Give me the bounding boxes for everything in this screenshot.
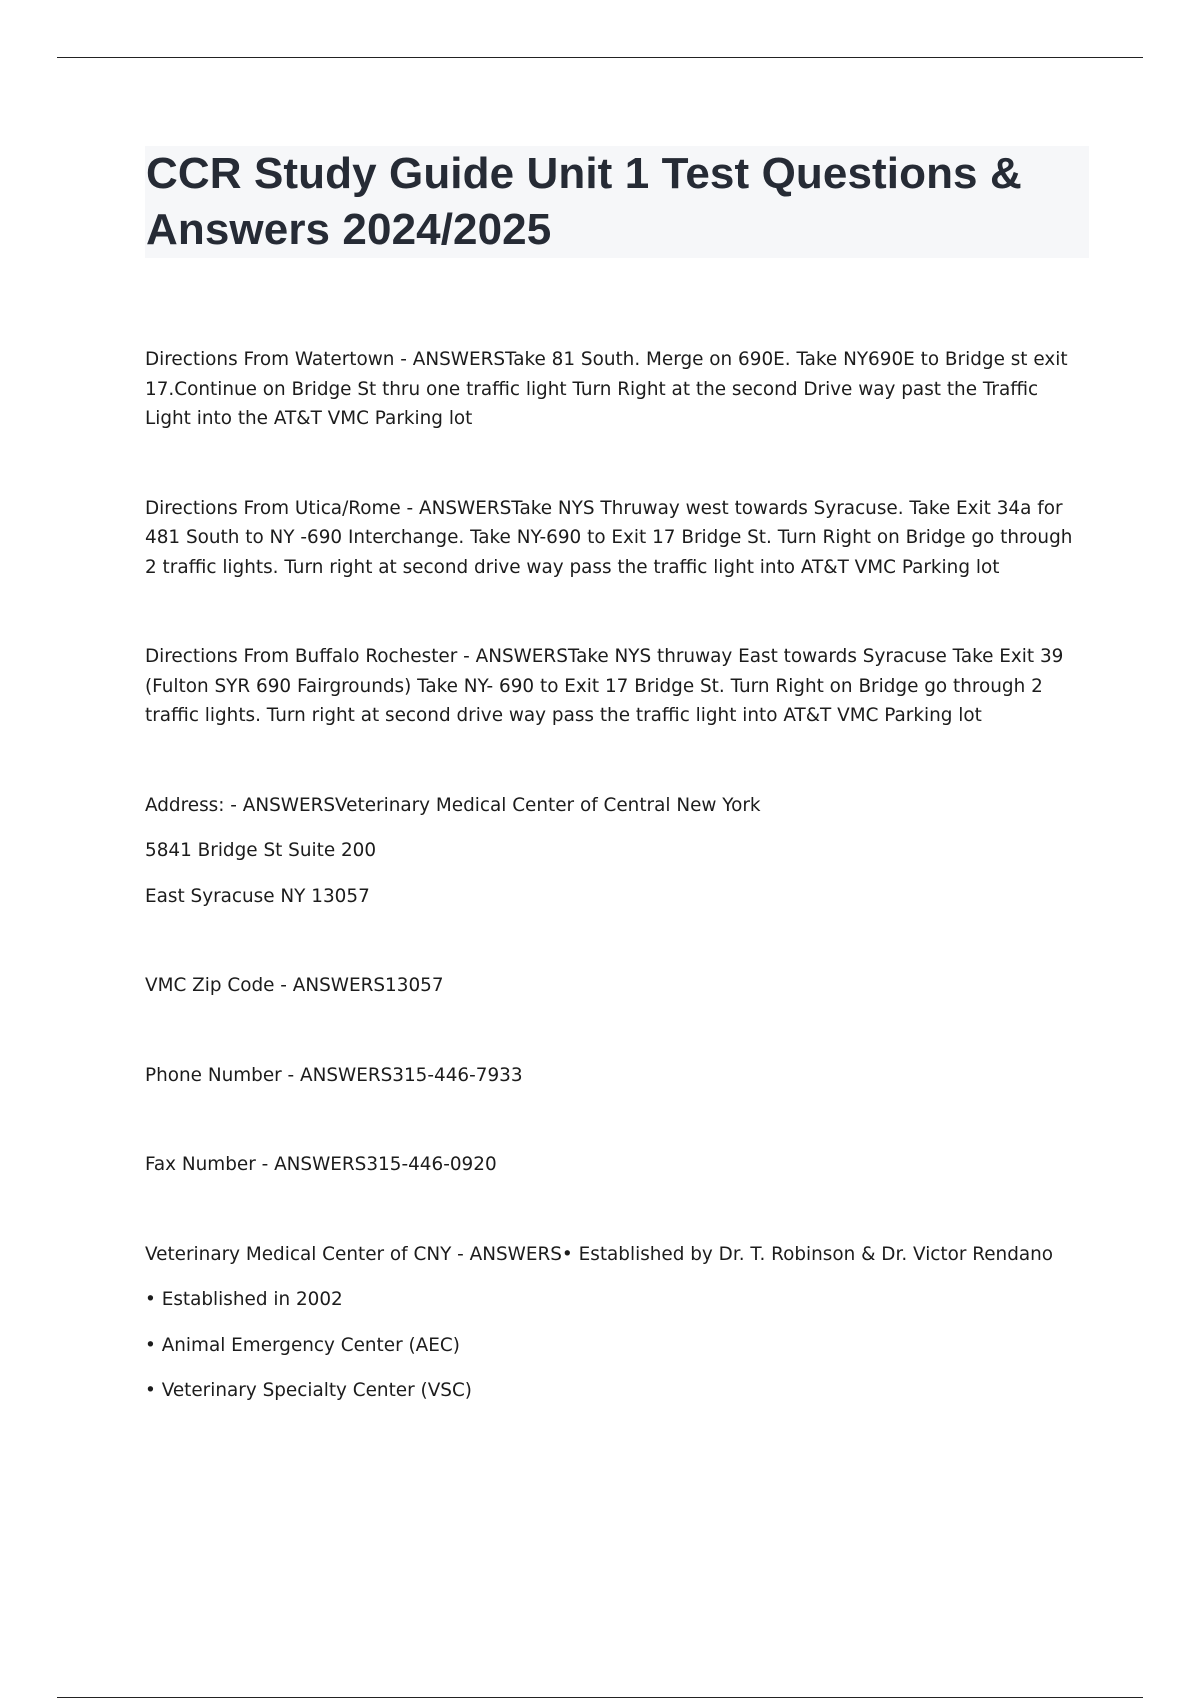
document-title: CCR Study Guide Unit 1 Test Questions & Answers 2024/2025 [146,149,1022,254]
qa-entry-vmc-cny [145,1240,1085,1406]
entry-text: Phone Number - ANSWERS315-446-7933 [145,1064,523,1086]
title-banner [145,146,1089,258]
entry-text: Directions From Buffalo Rochester - ANSWERSTake NYS thruway East towards Syracuse Take Exit 39 (Fulton SYR 690 Fairgrounds) Take NY- 690 to Exit 17 Bridge St. Turn Right on Bridge go through 2 traffic lights. Turn right at second drive way pass the traffic light into AT&T VMC Parking lot [145,646,1064,726]
address-line: 5841 Bridge St Suite 200 [145,840,377,861]
vmc-line: Veterinary Medical Center of CNY - ANSWERS• Established by Dr. T. Robinson & Dr. Victor Rendano [145,1243,1054,1265]
entry-text: Fax Number - ANSWERS315-446-0920 [145,1154,497,1175]
address-line: Address: - ANSWERSVeterinary Medical Center of Central New York [145,794,761,816]
vmc-bullet: • Animal Emergency Center (AEC) [145,1334,460,1356]
qa-entry-buffalo-rochester [145,642,1085,731]
entry-text: Directions From Utica/Rome - ANSWERSTake NYS Thruway west towards Syracuse. Take Exit 34a for 481 South to NY -690 Interchange. Take NY-690 to Exit 17 Bridge St. Turn Right on Bridge go through 2 traffic lights. Turn right at second drive way pass the traffic light into AT&T VMC Parking lot [145,497,1073,578]
entry-text: Directions From Watertown - ANSWERSTake 81 South. Merge on 690E. Take NY690E to Bridge st exit 17.Continue on Bridge St thru one traffic light Turn Right at the second Drive way past the Traffic Light into the AT&T VMC Parking lot [145,349,1068,429]
qa-entry-phone [145,1061,1085,1091]
qa-entry-utica-rome [145,494,1085,583]
vmc-bullet: • Veterinary Specialty Center (VSC) [145,1380,472,1401]
qa-entry-fax [145,1150,1085,1180]
qa-entry-watertown [145,345,1085,434]
entry-text: VMC Zip Code - ANSWERS13057 [145,975,444,996]
qa-entry-address [145,791,1085,912]
qa-entry-zip-code [145,971,1085,1001]
vmc-bullet: • Established in 2002 [145,1289,343,1310]
top-rule [57,57,1143,58]
bottom-rule [57,1697,1143,1698]
address-line: East Syracuse NY 13057 [145,885,370,907]
document-body [145,345,1085,1466]
